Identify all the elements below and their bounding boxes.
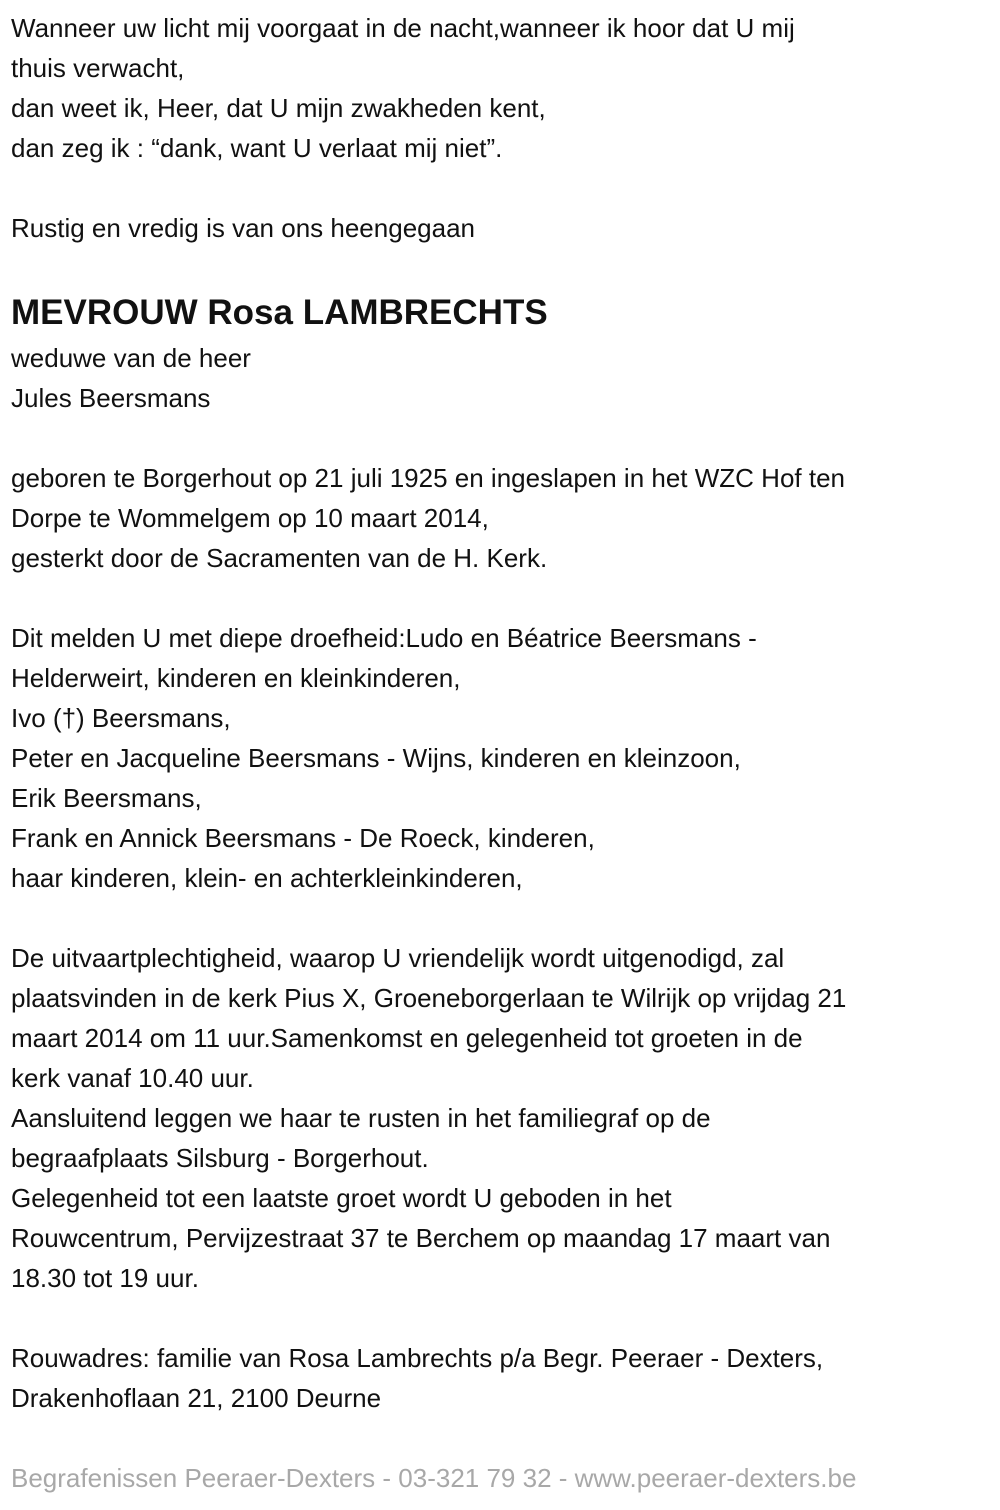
funeral-info xyxy=(11,938,1000,1298)
family-line: haar kinderen, klein- en achterkleinkinderen, xyxy=(11,863,523,893)
family-line: Erik Beersmans, xyxy=(11,783,202,813)
funeral-line: Aansluitend leggen we haar te rusten in het familiegraf op de xyxy=(11,1103,711,1133)
family-line: Frank en Annick Beersmans - De Roeck, kinderen, xyxy=(11,823,595,853)
poem-line: dan zeg ik : “dank, want U verlaat mij niet”. xyxy=(11,133,503,163)
funeral-line: kerk vanaf 10.40 uur. xyxy=(11,1063,254,1093)
poem-line: dan weet ik, Heer, dat U mijn zwakheden kent, xyxy=(11,93,546,123)
funeral-line: Rouwcentrum, Pervijzestraat 37 te Berchem op maandag 17 maart van xyxy=(11,1223,831,1253)
intro-text: Rustig en vredig is van ons heengegaan xyxy=(11,213,475,243)
widow-line: weduwe van de heer xyxy=(11,343,251,373)
family-line: Dit melden U met diepe droefheid:Ludo en Béatrice Beersmans - xyxy=(11,623,757,653)
poem-line: Wanneer uw licht mij voorgaat in de nacht,wanneer ik hoor dat U mij xyxy=(11,13,795,43)
deceased-name-heading: MEVROUW Rosa LAMBRECHTS xyxy=(11,293,548,332)
funeral-line: De uitvaartplechtigheid, waarop U vriendelijk wordt uitgenodigd, zal xyxy=(11,943,785,973)
poem xyxy=(11,8,1000,168)
widow-line: Jules Beersmans xyxy=(11,383,211,413)
family-line: Helderweirt, kinderen en kleinkinderen, xyxy=(11,663,461,693)
funeral-line: begraafplaats Silsburg - Borgerhout. xyxy=(11,1143,429,1173)
birth-death-line: geboren te Borgerhout op 21 juli 1925 en ingeslapen in het WZC Hof ten xyxy=(11,463,845,493)
funeral-line: plaatsvinden in de kerk Pius X, Groeneborgerlaan te Wilrijk op vrijdag 21 xyxy=(11,983,847,1013)
family-line: Peter en Jacqueline Beersmans - Wijns, kinderen en kleinzoon, xyxy=(11,743,741,773)
funeral-line: maart 2014 om 11 uur.Samenkomst en gelegenheid tot groeten in de xyxy=(11,1023,803,1053)
funeral-line: 18.30 tot 19 uur. xyxy=(11,1263,199,1293)
birth-death-line: gesterkt door de Sacramenten van de H. Kerk. xyxy=(11,543,548,573)
birth-death-info xyxy=(11,458,1000,578)
address-line: Drakenhoflaan 21, 2100 Deurne xyxy=(11,1383,382,1413)
funeral-line: Gelegenheid tot een laatste groet wordt U geboden in het xyxy=(11,1183,672,1213)
address-line: Rouwadres: familie van Rosa Lambrechts p/a Begr. Peeraer - Dexters, xyxy=(11,1343,824,1373)
family-list xyxy=(11,618,1000,898)
mourning-address xyxy=(11,1338,1000,1418)
funeral-home-footer: Begrafenissen Peeraer-Dexters - 03-321 79 32 - www.peeraer-dexters.be xyxy=(11,1463,857,1493)
birth-death-line: Dorpe te Wommelgem op 10 maart 2014, xyxy=(11,503,489,533)
widow-of xyxy=(11,338,1000,418)
poem-line: thuis verwacht, xyxy=(11,53,185,83)
family-line: Ivo (†) Beersmans, xyxy=(11,703,231,733)
